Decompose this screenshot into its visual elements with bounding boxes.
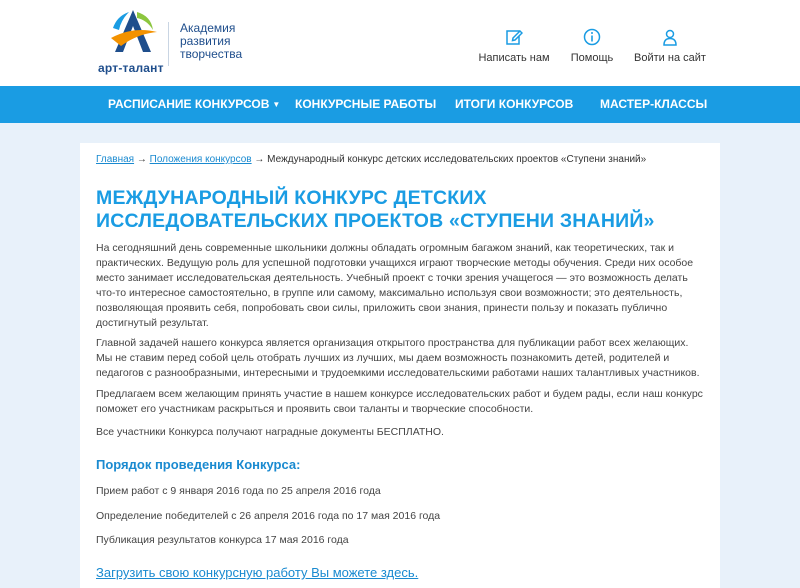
write-to-us-label: Написать нам	[478, 52, 550, 64]
main-nav	[0, 86, 800, 123]
help-button[interactable]	[562, 28, 622, 64]
goal-paragraph: Главной задачей нашего конкурса является организация открытого пространства для публикации работ всех желающих. Мы не ставим перед собой цель отобрать лучших из лучших, мы даем возможность познакомить детей, родителей и педагогов с разнообразными, интересными и трудоемкими исследовательскими работами наших талантливых участников.	[96, 337, 700, 379]
tagline-line: творчества	[180, 47, 243, 61]
nav-item-label: РАСПИСАНИЕ КОНКУРСОВ	[108, 97, 270, 111]
logo-divider	[168, 22, 169, 66]
nav-item-masterclasses[interactable]	[600, 86, 707, 123]
edit-icon	[505, 28, 523, 46]
nav-item-results[interactable]	[455, 86, 573, 123]
intro-paragraph: На сегодняшний день современные школьники должны обладать огромным багажом знаний, как теоретических, так и практических. Ведущую роль для успешной подготовки учащихся играют творческие методы обучения. Среди них особое место занимает исследовательская деятельность. Учебный проект с точки зрения учащегося — это возможность делать что-то интересное самостоятельно, в группе или самому, максимально используя свои возможности; это деятельность, позволяющая проявить себя, попробовать свои силы, приложить свои знания, принести пользу и показать публично достигнутый результат.	[96, 242, 694, 329]
nav-item-works[interactable]	[295, 86, 436, 123]
nav-item-label: МАСТЕР-КЛАССЫ	[600, 97, 708, 111]
date-line: Определение победителей с 26 апреля 2016 года по 17 мая 2016 года	[96, 510, 441, 522]
nav-item-label: КОНКУРСНЫЕ РАБОТЫ	[295, 97, 437, 111]
invite-paragraph: Предлагаем всем желающим принять участие в нашем конкурсе исследовательских работ и будем рады, если наш конкурс поможет его участникам раскрыться и проявить свои таланты и творческие способности.	[96, 388, 703, 415]
login-button[interactable]	[632, 28, 708, 64]
breadcrumb	[96, 154, 646, 165]
login-label: Войти на сайт	[634, 52, 706, 64]
logo-tagline	[180, 22, 242, 61]
write-to-us-button[interactable]	[476, 28, 552, 64]
nav-item-label: ИТОГИ КОНКУРСОВ	[455, 97, 574, 111]
breadcrumb-separator: →	[136, 154, 147, 165]
procedure-title: Порядок проведения Конкурса:	[96, 457, 301, 472]
breadcrumb-separator: →	[254, 154, 265, 165]
nav-item-schedule[interactable]	[108, 86, 280, 123]
site-header	[0, 0, 800, 86]
breadcrumb-section-link[interactable]: Положения конкурсов	[149, 154, 252, 165]
caret-down-icon: ▼	[272, 100, 281, 109]
help-label: Помощь	[570, 52, 614, 64]
page-title: МЕЖДУНАРОДНЫЙ КОНКУРС ДЕТСКИХ ИССЛЕДОВАТЕЛЬСКИХ ПРОЕКТОВ «СТУПЕНИ ЗНАНИЙ»	[96, 187, 655, 232]
tagline-line: Академия	[180, 21, 236, 35]
upload-work-link[interactable]: Загрузить свою конкурсную работу Вы можете здесь.	[96, 565, 419, 580]
logo-icon[interactable]	[107, 8, 159, 56]
content-card	[80, 143, 720, 588]
breadcrumb-home-link[interactable]: Главная	[96, 154, 135, 165]
breadcrumb-current: Международный конкурс детских исследовательских проектов «Ступени знаний»	[267, 154, 647, 165]
tagline-line: развития	[180, 34, 231, 48]
date-line: Прием работ с 9 января 2016 года по 25 апреля 2016 года	[96, 485, 381, 497]
info-icon	[583, 28, 601, 46]
logo-wordmark[interactable]: арт-талант	[98, 61, 164, 75]
user-icon	[661, 28, 679, 46]
free-awards-paragraph: Все участники Конкурса получают наградные документы БЕСПЛАТНО.	[96, 426, 444, 438]
date-line: Публикация результатов конкурса 17 мая 2016 года	[96, 534, 349, 546]
